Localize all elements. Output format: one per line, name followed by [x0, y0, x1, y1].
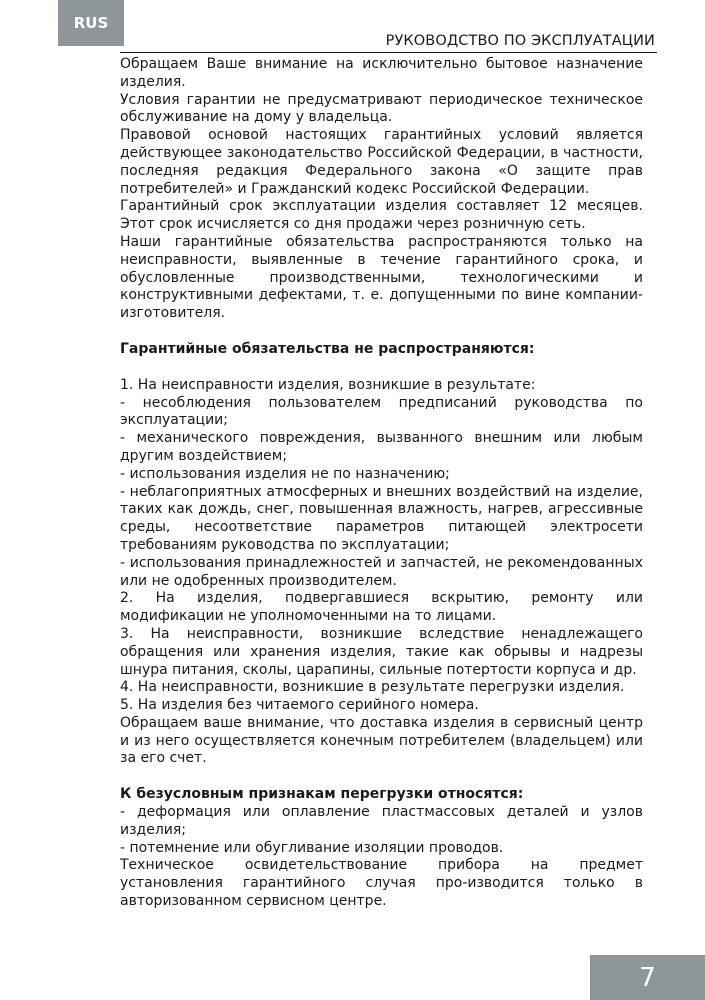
- section-heading-exclusions: Гарантийные обязательства не распространяются:: [120, 340, 535, 357]
- language-tab: RUS: [58, 0, 124, 46]
- list-item: - использования принадлежностей и запчастей, не рекомендованных или не одобренных производителем.: [120, 554, 643, 589]
- page-number: 7: [590, 955, 705, 1000]
- paragraph: Условия гарантии не предусматривают периодическое техническое обслуживание на дому у владельца.: [120, 91, 643, 126]
- list-item: - деформация или оплавление пластмассовых деталей и узлов изделия;: [120, 804, 643, 838]
- page-content: [120, 56, 643, 911]
- list-item: 3. На неисправности, возникшие вследствие ненадлежащего обращения или хранения изделия, такие как обрывы и надрезы шнура питания, сколы, царапины, сильные потертости корпуса и др.: [120, 625, 643, 678]
- paragraph: Наши гарантийные обязательства распространяются только на неисправности, выявленные в течение гарантийного срока, и обусловленные производственными, технологическими и конструктивными дефектами, т. е. допущенными по вине компании-изготовителя.: [120, 233, 643, 322]
- paragraph: Правовой основой настоящих гарантийных условий является действующее законодательство Российской Федерации, в частности, последняя редакция Федерального закона «О защите прав потребителей» и Гражданский кодекс Российской Федерации.: [120, 127, 643, 197]
- list-item: 1. На неисправности изделия, возникшие в результате:: [120, 376, 536, 393]
- list-item: - механического повреждения, вызванного внешним или любым другим воздействием;: [120, 430, 643, 464]
- list-item: 5. На изделия без читаемого серийного номера.: [120, 697, 479, 714]
- paragraph: Обращаем Ваше внимание на исключительно бытовое назначение изделия.: [120, 56, 643, 90]
- spacer: [120, 768, 643, 786]
- list-item: - использования изделия не по назначению;: [120, 465, 450, 482]
- header-divider: [120, 52, 657, 53]
- page-header-title: РУКОВОДСТВО ПО ЭКСПЛУАТАЦИИ: [385, 33, 655, 49]
- list-item: 2. На изделия, подвергавшиеся вскрытию, ремонту или модификации не уполномоченными на то лицами.: [120, 590, 643, 625]
- paragraph: Гарантийный срок эксплуатации изделия составляет 12 месяцев. Этот срок исчисляется со дня продажи через розничную сеть.: [120, 198, 643, 233]
- list-item: - несоблюдения пользователем предписаний руководства по эксплуатации;: [120, 394, 643, 429]
- list-item: - потемнение или обугливание изоляции проводов.: [120, 839, 504, 856]
- spacer: [120, 323, 643, 341]
- paragraph: Обращаем ваше внимание, что доставка изделия в сервисный центр и из него осуществляется конечным потребителем (владельцем) или за его счет.: [120, 714, 643, 767]
- paragraph: Техническое освидетельствование прибора на предмет установления гарантийного случая про-изводится только в авторизованном сервисном центре.: [120, 857, 643, 910]
- spacer: [120, 359, 643, 377]
- list-item: 4. На неисправности, возникшие в результате перегрузки изделия.: [120, 679, 625, 696]
- list-item: - неблагоприятных атмосферных и внешних воздействий на изделие, таких как дождь, снег, повышенная влажность, нагрев, агрессивные среды, несоответствие параметров питающей электросети требованиям руководства по эксплуатации;: [120, 483, 643, 553]
- section-heading-overload: К безусловным признакам перегрузки относятся:: [120, 786, 524, 803]
